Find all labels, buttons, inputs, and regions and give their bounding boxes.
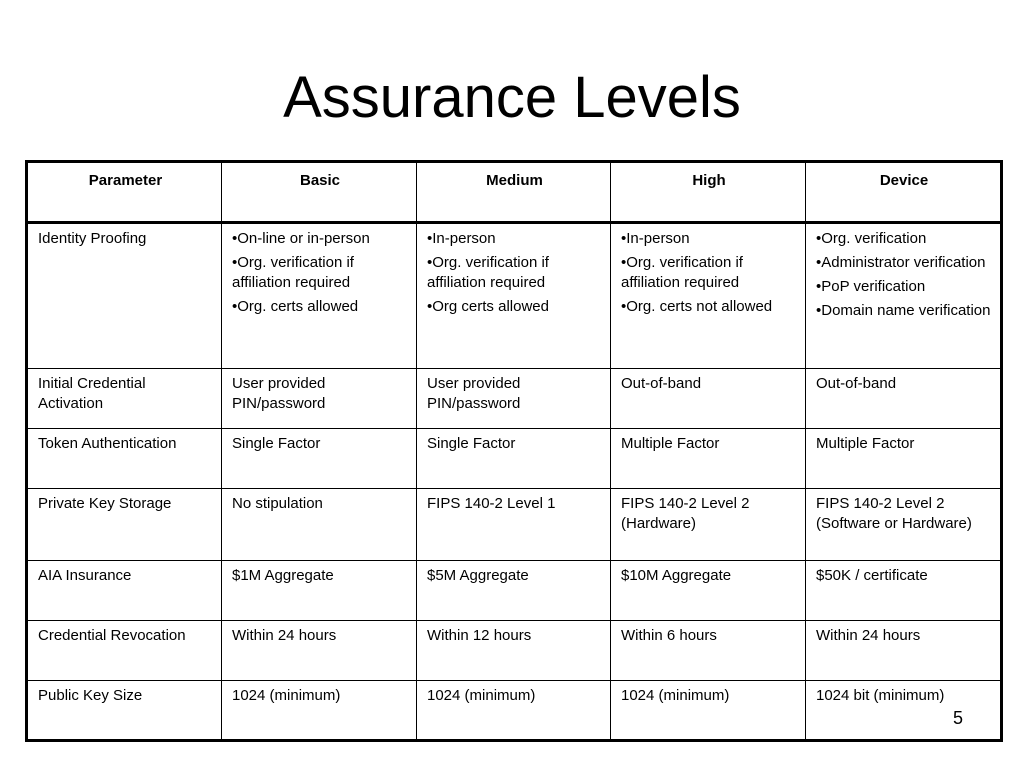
table-row-identity-proofing <box>27 223 1002 369</box>
table-header-row <box>27 162 1002 223</box>
row-label: Identity Proofing <box>27 223 222 369</box>
cell-device: Multiple Factor <box>806 429 1002 489</box>
cell-basic: $1M Aggregate <box>222 561 417 621</box>
cell-device: $50K / certificate <box>806 561 1002 621</box>
bullet-item: •Org. verification if affiliation required <box>232 254 354 291</box>
cell-medium: User provided PIN/password <box>417 369 611 429</box>
bullet-list <box>232 229 408 317</box>
table-row-initial-credential-activation <box>27 369 1002 429</box>
cell-medium <box>417 223 611 369</box>
row-label: Private Key Storage <box>27 489 222 561</box>
cell-medium: FIPS 140-2 Level 1 <box>417 489 611 561</box>
bullet-item: •Org. verification if affiliation required <box>621 254 743 291</box>
cell-device: Within 24 hours <box>806 621 1002 681</box>
row-label: Token Authentication <box>27 429 222 489</box>
cell-medium: Within 12 hours <box>417 621 611 681</box>
row-label: AIA Insurance <box>27 561 222 621</box>
table-row-credential-revocation <box>27 621 1002 681</box>
cell-high: Multiple Factor <box>611 429 806 489</box>
header-high: High <box>611 162 806 223</box>
bullet-item: •On-line or in-person <box>232 230 370 247</box>
bullet-item: •Administrator verification <box>816 254 986 271</box>
bullet-list <box>621 229 797 317</box>
cell-basic: No stipulation <box>222 489 417 561</box>
bullet-item: •PoP verification <box>816 278 926 295</box>
row-label: Credential Revocation <box>27 621 222 681</box>
header-basic: Basic <box>222 162 417 223</box>
bullet-item: •Org certs allowed <box>427 298 549 315</box>
cell-device: 1024 bit (minimum) <box>806 681 1002 741</box>
bullet-item: •Org. verification <box>816 230 927 247</box>
bullet-item: •Org. certs not allowed <box>621 298 773 315</box>
header-medium: Medium <box>417 162 611 223</box>
bullet-item: •Domain name verification <box>816 302 991 319</box>
bullet-item: •Org. certs allowed <box>232 298 359 315</box>
cell-device: Out-of-band <box>806 369 1002 429</box>
table-row-public-key-size <box>27 681 1002 741</box>
bullet-item: •In-person <box>621 230 690 247</box>
cell-medium: $5M Aggregate <box>417 561 611 621</box>
cell-high: $10M Aggregate <box>611 561 806 621</box>
cell-medium: Single Factor <box>417 429 611 489</box>
row-label: Initial Credential Activation <box>27 369 222 429</box>
cell-basic: Within 24 hours <box>222 621 417 681</box>
bullet-list <box>816 229 992 321</box>
bullet-item: •Org. verification if affiliation required <box>427 254 549 291</box>
bullet-item: •In-person <box>427 230 496 247</box>
cell-basic: Single Factor <box>222 429 417 489</box>
cell-basic: 1024 (minimum) <box>222 681 417 741</box>
header-device: Device <box>806 162 1002 223</box>
page-number: 5 <box>952 708 963 728</box>
bullet-list <box>427 229 602 317</box>
table-row-private-key-storage <box>27 489 1002 561</box>
cell-device: FIPS 140-2 Level 2 (Software or Hardware) <box>806 489 1002 561</box>
cell-medium: 1024 (minimum) <box>417 681 611 741</box>
cell-basic: User provided PIN/password <box>222 369 417 429</box>
slide-title: Assurance Levels <box>283 65 741 130</box>
cell-basic <box>222 223 417 369</box>
cell-high: FIPS 140-2 Level 2 (Hardware) <box>611 489 806 561</box>
header-parameter: Parameter <box>27 162 222 223</box>
cell-high <box>611 223 806 369</box>
table-row-token-authentication <box>27 429 1002 489</box>
cell-high: Out-of-band <box>611 369 806 429</box>
row-label: Public Key Size <box>27 681 222 741</box>
cell-high: Within 6 hours <box>611 621 806 681</box>
cell-device <box>806 223 1002 369</box>
cell-high: 1024 (minimum) <box>611 681 806 741</box>
table-row-aia-insurance <box>27 561 1002 621</box>
assurance-levels-table <box>25 160 1003 742</box>
